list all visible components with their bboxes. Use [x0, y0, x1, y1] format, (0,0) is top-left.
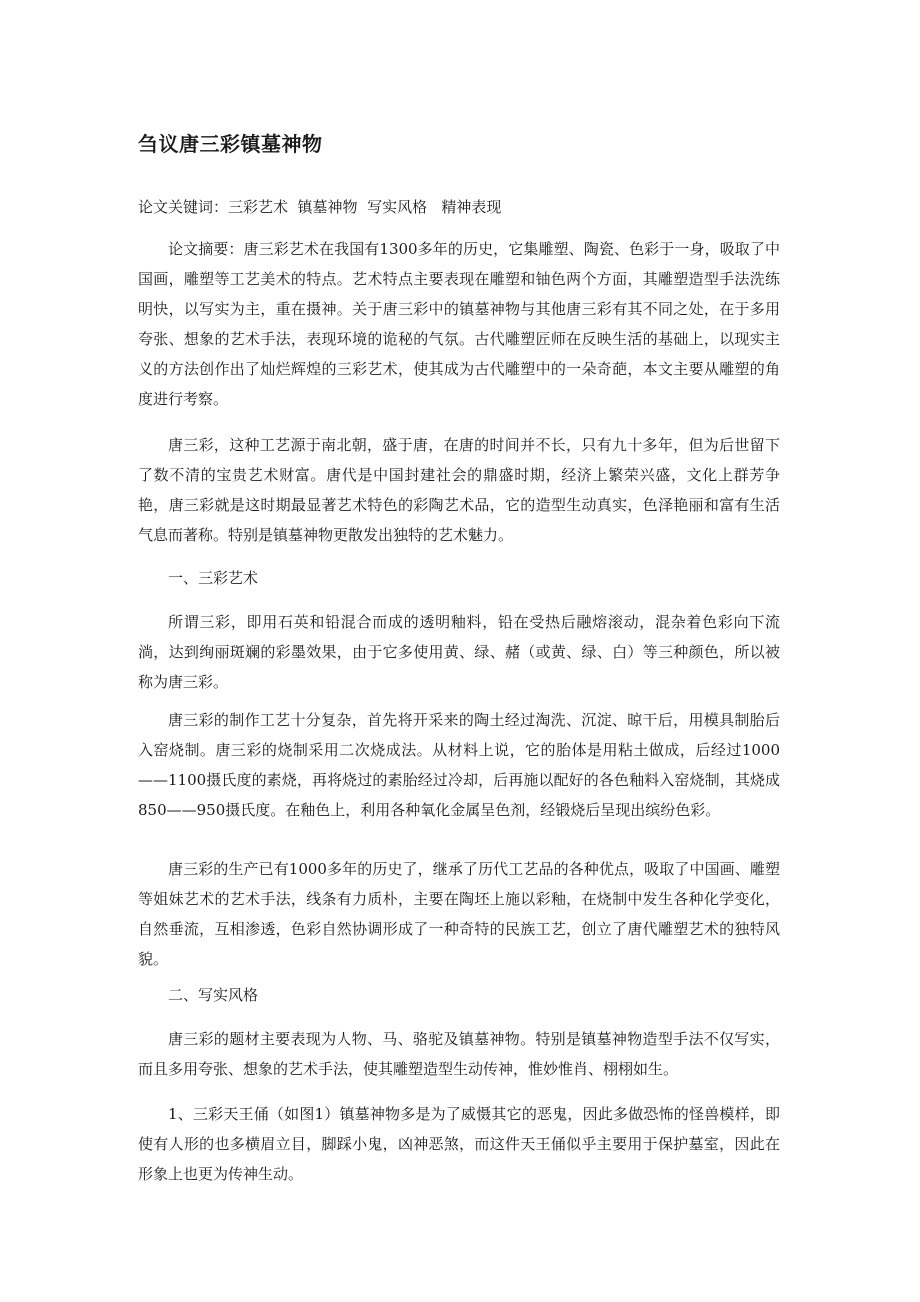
body-paragraph: 唐三彩的题材主要表现为人物、马、骆驼及镇墓神物。特别是镇墓神物造型手法不仅写实，而且多用夸张、想象的艺术手法，使其雕塑造型生动传神，惟妙惟肖、栩栩如生。	[138, 1030, 780, 1078]
body-paragraph: 1、三彩天王俑（如图1）镇墓神物多是为了威慑其它的恶鬼，因此多做恐怖的怪兽模样，即使有人形的也多横眉立目，脚踩小鬼，凶神恶煞，而这件天王俑似乎主要用于保护墓室，因此在形象上也更为传神生动。	[138, 1105, 780, 1183]
body-paragraph: 唐三彩的制作工艺十分复杂，首先将开采来的陶土经过淘洗、沉淀、晾干后，用模具制胎后入窑烧制。唐三彩的烧制采用二次烧成法。从材料上说，它的胎体是用粘土做成，后经过1000——1100摄氏度的素烧，再将烧过的素胎经过冷却，后再施以配好的各色釉料入窑烧制，其烧成850——950摄氏度。在釉色上，利用各种氧化金属呈色剂，经锻烧后呈现出缤纷色彩。	[138, 711, 780, 819]
abstract-paragraph: 论文摘要：唐三彩艺术在我国有1300多年的历史，它集雕塑、陶瓷、色彩于一身，吸取了中国画，雕塑等工艺美术的特点。艺术特点主要表现在雕塑和铀色两个方面，其雕塑造型手法洗练明快，以写实为主，重在摄神。关于唐三彩中的镇墓神物与其他唐三彩有其不同之处，在于多用夸张、想象的艺术手法，表现环境的诡秘的气氛。古代雕塑匠师在反映生活的基础上，以现实主义的方法创作出了灿烂辉煌的三彩艺术，使其成为古代雕塑中的一朵奇葩，本文主要从雕塑的角度进行考察。	[138, 240, 780, 408]
body-paragraph: 唐三彩的生产已有1000多年的历史了，继承了历代工艺品的各种优点，吸取了中国画、雕塑等姐妹艺术的艺术手法，线条有力质朴，主要在陶坯上施以彩釉，在烧制中发生各种化学变化，自然垂流，互相渗透，色彩自然协调形成了一种奇特的民族工艺，创立了唐代雕塑艺术的独特风貌。	[138, 860, 780, 968]
intro-paragraph: 唐三彩，这种工艺源于南北朝，盛于唐，在唐的时间并不长，只有九十多年，但为后世留下了数不清的宝贵艺术财富。唐代是中国封建社会的鼎盛时期，经济上繁荣兴盛，文化上群芳争艳，唐三彩就是这时期最显著艺术特色的彩陶艺术品，它的造型生动真实，色泽艳丽和富有生活气息而著称。特别是镇墓神物更散发出独特的艺术魅力。	[138, 436, 780, 544]
section-heading-sancai-art: 一、三彩艺术	[168, 569, 259, 587]
body-paragraph: 所谓三彩，即用石英和铅混合而成的透明釉料，铅在受热后融熔滚动，混杂着色彩向下流淌，达到绚丽斑斓的彩墨效果，由于它多使用黄、绿、赭（或黄、绿、白）等三种颜色，所以被称为唐三彩。	[138, 613, 780, 691]
keywords-line: 论文关键词：三彩艺术 镇墓神物 写实风格 精神表现	[138, 198, 502, 216]
section-heading-realistic-style: 二、写实风格	[168, 986, 259, 1004]
page-title: 刍议唐三彩镇墓神物	[138, 132, 323, 156]
